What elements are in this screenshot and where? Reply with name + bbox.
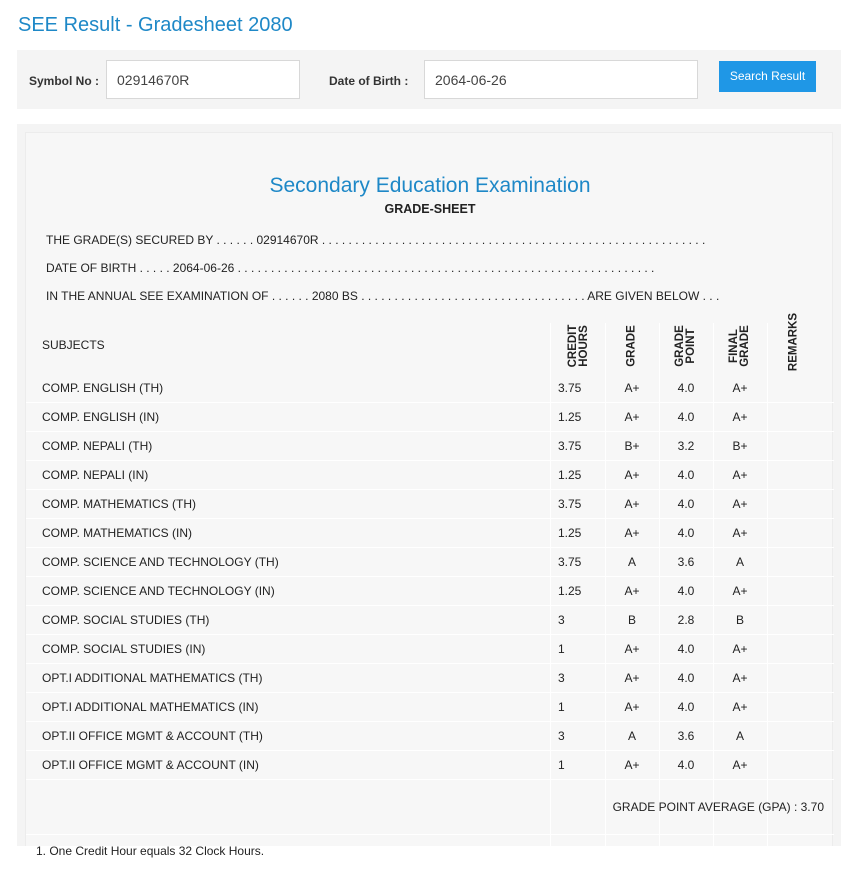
table-row	[26, 490, 834, 519]
credit-hours-cell: 3.75	[558, 439, 582, 453]
final-grade-cell: A+	[732, 497, 748, 511]
symbol-label: Symbol No :	[29, 74, 100, 88]
subject-cell: OPT.II OFFICE MGMT & ACCOUNT (IN)	[42, 758, 259, 772]
table-row	[26, 664, 834, 693]
grade-cell: A+	[624, 758, 640, 772]
grade-header-label: GRADE	[625, 324, 638, 367]
gradesheet-heading: GRADE-SHEET	[384, 202, 476, 216]
table-row	[26, 432, 834, 461]
grade-cell: A+	[624, 410, 640, 424]
credit-hours-cell: 1	[558, 700, 565, 714]
grade-point-cell: 4.0	[677, 700, 695, 714]
grade-point-cell: 2.8	[677, 613, 695, 627]
subject-cell: COMP. SOCIAL STUDIES (TH)	[42, 613, 210, 627]
credit-hours-cell: 1.25	[558, 584, 582, 598]
table-row	[26, 635, 834, 664]
final-grade-cell: A+	[732, 758, 748, 772]
exam-title: Secondary Education Examination	[269, 174, 591, 197]
table-row	[26, 693, 834, 722]
table-row	[26, 548, 834, 577]
subject-cell: COMP. MATHEMATICS (IN)	[42, 526, 192, 540]
subject-cell: OPT.I ADDITIONAL MATHEMATICS (TH)	[42, 671, 263, 685]
symbol-input[interactable]: 02914670R	[106, 60, 300, 99]
grade-point-header	[659, 318, 713, 373]
footnote: 1. One Credit Hour equals 32 Clock Hours.	[36, 844, 265, 858]
final-grade-header-line1: FINAL	[728, 328, 740, 363]
final-grade-cell: A+	[732, 468, 748, 482]
subject-cell: COMP. ENGLISH (IN)	[42, 410, 160, 424]
grade-point-cell: 4.0	[677, 584, 695, 598]
grade-cell: A+	[624, 526, 640, 540]
remarks-header-label: REMARKS	[787, 312, 800, 371]
grade-cell: B+	[624, 439, 640, 453]
grade-point-cell: 3.6	[677, 729, 695, 743]
table-row	[26, 577, 834, 606]
final-grade-cell: A+	[732, 526, 748, 540]
table-row	[26, 722, 834, 751]
credit-hours-cell: 1.25	[558, 410, 582, 424]
final-grade-header	[713, 318, 767, 373]
table-row	[26, 751, 834, 780]
table-row	[26, 403, 834, 432]
subject-cell: COMP. NEPALI (TH)	[42, 439, 153, 453]
grade-point-cell: 4.0	[677, 410, 695, 424]
final-grade-header-line2: GRADE	[739, 324, 751, 367]
gpa-summary: GRADE POINT AVERAGE (GPA) : 3.70	[612, 800, 824, 814]
subject-cell: COMP. MATHEMATICS (TH)	[42, 497, 196, 511]
subject-cell: OPT.I ADDITIONAL MATHEMATICS (IN)	[42, 700, 259, 714]
credit-hours-cell: 3	[558, 671, 565, 685]
table-row	[26, 606, 834, 635]
grade-cell: A+	[624, 381, 640, 395]
search-result-button[interactable]: Search Result	[719, 61, 816, 92]
grade-cell: A	[627, 729, 636, 743]
divider	[26, 834, 834, 835]
subject-cell: COMP. ENGLISH (TH)	[42, 381, 164, 395]
grade-cell: A+	[624, 497, 640, 511]
grade-header	[605, 318, 659, 373]
final-grade-cell: A	[735, 555, 744, 569]
final-grade-cell: A+	[732, 584, 748, 598]
credit-hours-header-line1: CREDIT	[567, 324, 579, 367]
dob-label: Date of Birth :	[329, 74, 409, 88]
credit-hours-header	[552, 318, 606, 373]
gradesheet-panel	[17, 124, 841, 858]
credit-hours-cell: 3.75	[558, 497, 582, 511]
date-of-birth-line: DATE OF BIRTH . . . . . 2064-06-26 . . . . . . . . . . . . . . . . . . . . . . . . . . . . . . . . . . . . . . . . . . . . . . . . . . . . . . . . . . . . . . .	[46, 261, 655, 275]
credit-hours-cell: 1.25	[558, 468, 582, 482]
grade-point-cell: 4.0	[677, 642, 695, 656]
grade-point-cell: 3.6	[677, 555, 695, 569]
credit-hours-cell: 1	[558, 642, 565, 656]
gradesheet	[25, 132, 833, 858]
table-row	[26, 461, 834, 490]
grade-cell: B	[627, 613, 636, 627]
final-grade-cell: A+	[732, 410, 748, 424]
final-grade-cell: A	[735, 729, 744, 743]
credit-hours-cell: 3	[558, 613, 565, 627]
subject-cell: COMP. SCIENCE AND TECHNOLOGY (IN)	[42, 584, 275, 598]
subject-cell: COMP. NEPALI (IN)	[42, 468, 149, 482]
credit-hours-cell: 3.75	[558, 381, 582, 395]
grade-cell: A+	[624, 468, 640, 482]
grade-point-header-line2: POINT	[685, 327, 697, 364]
final-grade-cell: A+	[732, 642, 748, 656]
final-grade-cell: B+	[732, 439, 748, 453]
grade-point-cell: 4.0	[677, 468, 695, 482]
page-title: SEE Result - Gradesheet 2080	[18, 14, 293, 36]
final-grade-cell: A+	[732, 381, 748, 395]
credit-hours-cell: 3.75	[558, 555, 582, 569]
credit-hours-header-line2: HOURS	[578, 324, 590, 367]
final-grade-cell: A+	[732, 700, 748, 714]
remarks-header	[767, 314, 821, 369]
grade-cell: A+	[624, 700, 640, 714]
grade-point-cell: 4.0	[677, 526, 695, 540]
grade-point-cell: 4.0	[677, 497, 695, 511]
subject-cell: COMP. SOCIAL STUDIES (IN)	[42, 642, 206, 656]
subject-cell: COMP. SCIENCE AND TECHNOLOGY (TH)	[42, 555, 279, 569]
grade-point-cell: 4.0	[677, 671, 695, 685]
credit-hours-cell: 3	[558, 729, 565, 743]
grade-cell: A+	[624, 584, 640, 598]
credit-hours-cell: 1.25	[558, 526, 582, 540]
grade-point-cell: 4.0	[677, 758, 695, 772]
grade-point-header-line1: GRADE	[674, 324, 686, 367]
search-form	[17, 50, 841, 109]
exam-year-line: IN THE ANNUAL SEE EXAMINATION OF . . . . . . 2080 BS . . . . . . . . . . . . . . . . . . . . . . . . . . . . . . . . . . ARE GIVEN BELOW . . .	[46, 289, 720, 303]
grade-cell: A	[627, 555, 636, 569]
table-row	[26, 519, 834, 548]
final-grade-cell: A+	[732, 671, 748, 685]
final-grade-cell: B	[735, 613, 744, 627]
credit-hours-cell: 1	[558, 758, 565, 772]
subject-cell: OPT.II OFFICE MGMT & ACCOUNT (TH)	[42, 729, 263, 743]
grade-point-cell: 3.2	[677, 439, 695, 453]
table-row	[26, 374, 834, 403]
subjects-header: SUBJECTS	[42, 338, 105, 352]
grade-cell: A+	[624, 671, 640, 685]
grade-cell: A+	[624, 642, 640, 656]
grades-secured-line: THE GRADE(S) SECURED BY . . . . . . 02914670R . . . . . . . . . . . . . . . . . . . . . . . . . . . . . . . . . . . . . . . . . . . . . . . . . . . . . . . . . .	[46, 233, 706, 247]
grade-point-cell: 4.0	[677, 381, 695, 395]
dob-input[interactable]: 2064-06-26	[424, 60, 698, 99]
